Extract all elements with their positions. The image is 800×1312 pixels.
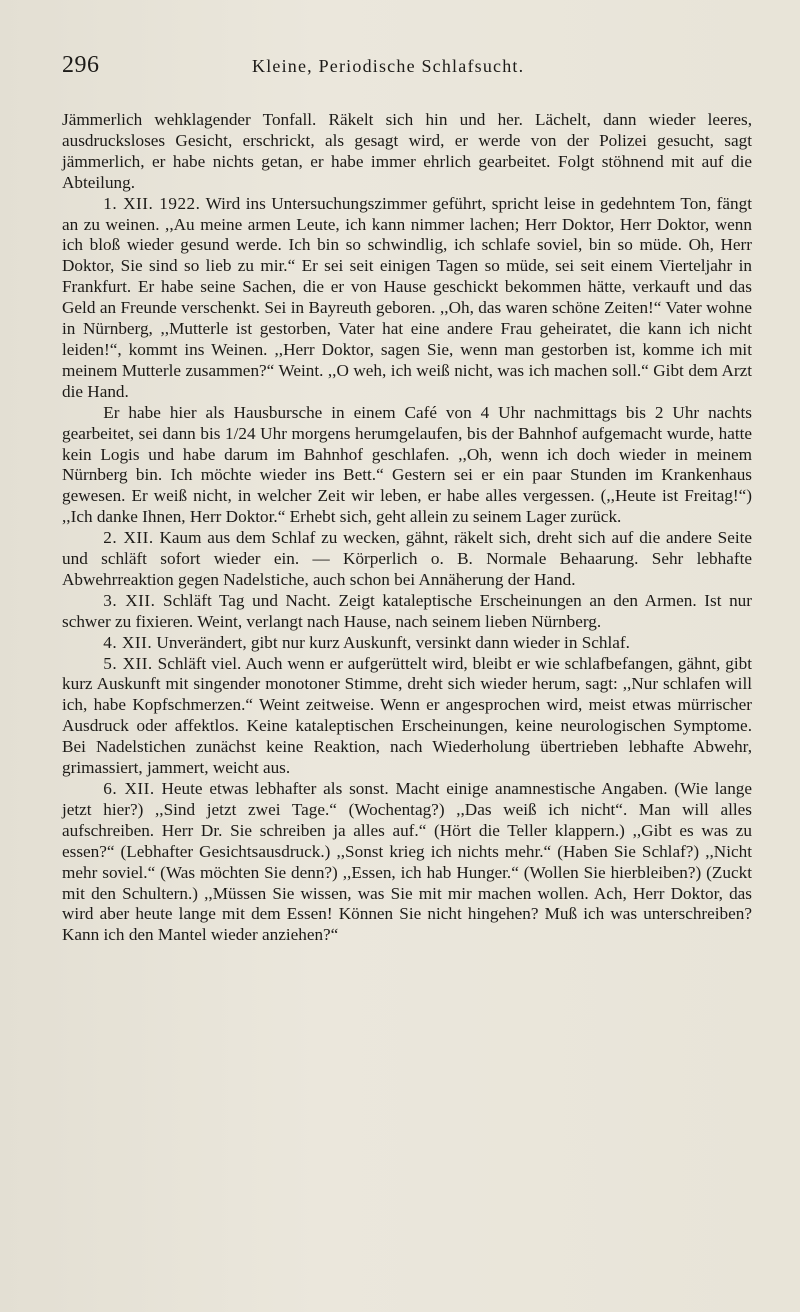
paragraph — [62, 654, 752, 779]
entry-date: 6. XII. — [103, 779, 155, 798]
entry-date: 3. XII. — [103, 590, 156, 610]
page-number: 296 — [62, 52, 100, 78]
entry-date: 5. XII. — [103, 653, 153, 673]
paragraph — [62, 403, 752, 528]
paragraph — [62, 110, 752, 194]
page-header — [62, 52, 762, 92]
paragraph-text: Schläft Tag und Nacht. Zeigt kataleptische Erscheinungen an den Armen. Ist nur schwer zu fixieren. Weint, verlangt nach Hause, nach seinem lieben Nürnberg. — [62, 590, 752, 631]
body-text — [62, 110, 752, 946]
paragraph-text: Schläft viel. Auch wenn er aufgerüttelt wird, bleibt er wie schlafbefangen, gähnt, gibt kurz Auskunft mit singender monotoner Stimme, dreht sich wieder herum, sagt: ,,Nur schlafen will ich, habe Kopfschmerzen.“ Weint zeitweise. Wenn er angesprochen wird, meist etwas mürrischer Ausdruck oder affektlos. Keine kataleptischen Erscheinungen, keine neurologischen Symptome. Bei Nadelstichen zunächst keine Reaktion, nach Wiederholung übertrieben lebhafte Abwehr, grimassiert, jammert, weicht aus. — [62, 653, 752, 778]
running-head: Kleine, Periodische Schlafsucht. — [252, 56, 525, 76]
paragraph — [62, 591, 752, 633]
paragraph-text: Jämmerlich wehklagender Tonfall. Räkelt sich hin und her. Lächelt, dann wieder leeres, ausdrucksloses Gesicht, erschrickt, als gesagt wird, er werde von der Polizei gesucht, sagt jämmerlich, er habe nichts getan, er habe immer ehrlich gearbeitet. Folgt stöhnend mit auf die Abteilung. — [62, 110, 752, 192]
paragraph — [62, 633, 752, 654]
paragraph — [62, 528, 752, 591]
paragraph — [62, 779, 752, 946]
paragraph-text: Unverändert, gibt nur kurz Auskunft, versinkt dann wieder in Schlaf. — [156, 632, 630, 652]
entry-date: 4. XII. — [103, 632, 153, 652]
paragraph — [62, 194, 752, 403]
paragraph-text: Heute etwas lebhafter als sonst. Macht einige anamnestische Angaben. (Wie lange jetzt hier?) ,,Sind jetzt zwei Tage.“ (Wochentag?) ,,Das weiß ich nicht“. Man will alles aufschreiben. Herr Dr. Sie schreiben ja alles auf.“ (Hört die Teller klappern.) ,,Gibt es was zu essen?“ (Lebhafter Gesichtsausdruck.) ,,Sonst krieg ich nichts mehr.“ (Haben Sie Schlaf?) ,,Nicht mehr soviel.“ (Was möchten Sie denn?) ,,Essen, ich hab Hunger.“ (Wollen Sie hierbleiben?) (Zuckt mit den Schultern.) ,,Müssen Sie wissen, was Sie mit mir machen wollen. Ach, Herr Doktor, das wird aber heute lange mit dem Essen! Können Sie nicht hingehen? Muß ich was unterschreiben? Kann ich den Mantel wieder anziehen?“ — [62, 779, 753, 945]
entry-date: 2. XII. — [103, 528, 154, 548]
entry-date: 1. XII. 1922. — [103, 193, 201, 213]
paragraph-text: Kaum aus dem Schlaf zu wecken, gähnt, räkelt sich, dreht sich auf die andere Seite und schläft sofort wieder ein. — Körperlich o. B. Normale Behaarung. Sehr lebhafte Abwehrreaktion gegen Nadelstiche, auch schon bei Annäherung der Hand. — [62, 528, 753, 589]
paragraph-text: Wird ins Untersuchungszimmer geführt, spricht leise in gedehntem Ton, fängt an zu weinen. ,,Au meine armen Leute, ich kann nimmer lachen; Herr Doktor, Herr Doktor, wenn ich bloß wieder gesund werde. Ich bin so schwindlig, ich schlafe soviel, bin so müde. Oh, Herr Doktor, Sie sind so lieb zu mir.“ Er sei seit einigen Tagen so müde, sei seit einem Vierteljahr in Frankfurt. Er habe seine Sachen, die er von Hause geschickt bekommen hätte, verkauft und das Geld an Freunde verschenkt. Sei in Bayreuth geboren. ,,Oh, das waren schöne Zeiten!“ Vater wohne in Nürnberg, ,,Mutterle ist gestorben, Vater hat eine andere Frau geheiratet, die kann ich nicht leiden!“, kommt ins Weinen. ,,Herr Doktor, sagen Sie, wenn man gestorben ist, komme ich mit meinem Mutterle zusammen?“ Weint. ,,O weh, ich weiß nicht, was ich machen soll.“ Gibt dem Arzt die Hand. — [62, 193, 752, 401]
paragraph-text: Er habe hier als Hausbursche in einem Café von 4 Uhr nachmittags bis 2 Uhr nachts gearbeitet, sei dann bis 1/24 Uhr morgens herumgelaufen, bis der Bahnhof aufgemacht wurde, hatte kein Logis und habe darum im Bahnhof geschlafen. ,,Oh, wenn ich doch wieder in meinem Nürnberg bin. Ich möchte wieder ins Bett.“ Gestern sei er ein paar Stunden im Krankenhaus gewesen. Er weiß nicht, in welcher Zeit wir leben, er habe alles vergessen. (,,Heute ist Freitag!“) ,,Ich danke Ihnen, Herr Doktor.“ Erhebt sich, geht allein zu seinem Lager zurück. — [62, 402, 752, 527]
